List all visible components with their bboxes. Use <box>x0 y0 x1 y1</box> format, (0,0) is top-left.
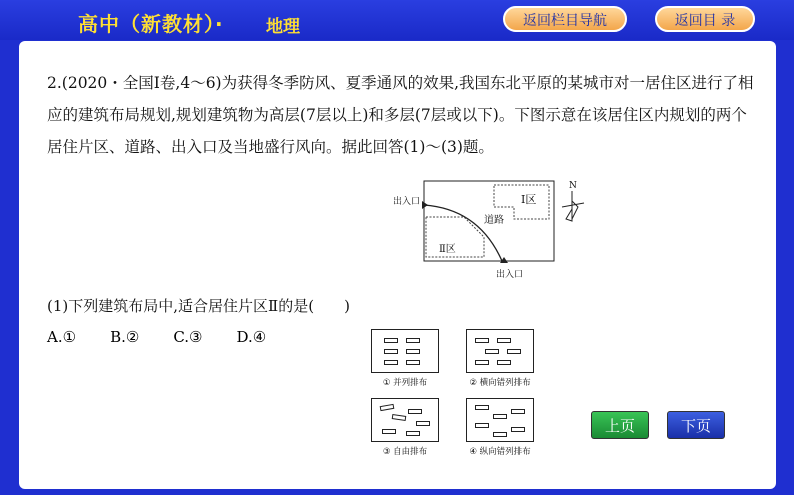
layout-free-caption: ③ 自由排布 <box>382 447 428 457</box>
layout-parallel-caption: ① 并列排布 <box>382 378 428 388</box>
option-b[interactable]: B.② <box>110 328 140 346</box>
north-label: N <box>569 181 577 191</box>
residential-map <box>404 179 609 269</box>
layout-vertical-staggered <box>466 398 534 457</box>
content-panel <box>19 41 776 489</box>
layout-vertical-caption: ④ 纵向错列排布 <box>469 447 531 457</box>
option-d[interactable]: D.④ <box>236 328 267 346</box>
layout-free-diagram <box>371 398 439 442</box>
answer-options <box>47 328 266 346</box>
option-a[interactable]: A.① <box>47 328 77 346</box>
layout-parallel-diagram <box>371 329 439 373</box>
entrance-bottom-label: 出入口 <box>496 270 524 280</box>
app-title: 高中（新教材）· <box>78 12 224 36</box>
layout-horizontal-diagram <box>466 329 534 373</box>
layout-vertical-diagram <box>466 398 534 442</box>
subject-label: 地理 <box>266 17 300 37</box>
next-page-button[interactable]: 下页 <box>667 411 725 439</box>
entrance-left-label: 出入口 <box>393 197 421 207</box>
option-c[interactable]: C.③ <box>173 328 203 346</box>
road-label: 道路 <box>484 215 504 226</box>
top-bar <box>0 0 794 40</box>
toc-button[interactable]: 返回目 录 <box>655 6 755 32</box>
prev-page-button[interactable]: 上页 <box>591 411 649 439</box>
question-intro: 2.(2020・全国Ⅰ卷,4～6)为获得冬季防风、夏季通风的效果,我国东北平原的某城市对一居住区进行了相应的建筑布局规划,规划建筑物为高层(7层以上)和多层(7层或以下)。下图示意在该居住区内规划的两个居住片区、道路、出入口及当地盛行风向。据此回答(1)～(3)题。 <box>47 74 754 156</box>
section-nav-button[interactable]: 返回栏目导航 <box>503 6 627 32</box>
layout-free <box>371 398 439 457</box>
zone-1-label: Ⅰ区 <box>521 193 537 206</box>
layout-horizontal-caption: ② 横向错列排布 <box>469 378 531 388</box>
sub-question: (1)下列建筑布局中,适合居住片区Ⅱ的是( ) <box>47 297 350 315</box>
zone-2-label: Ⅱ区 <box>439 244 456 255</box>
layout-parallel <box>371 329 439 388</box>
layout-horizontal-staggered <box>466 329 534 388</box>
